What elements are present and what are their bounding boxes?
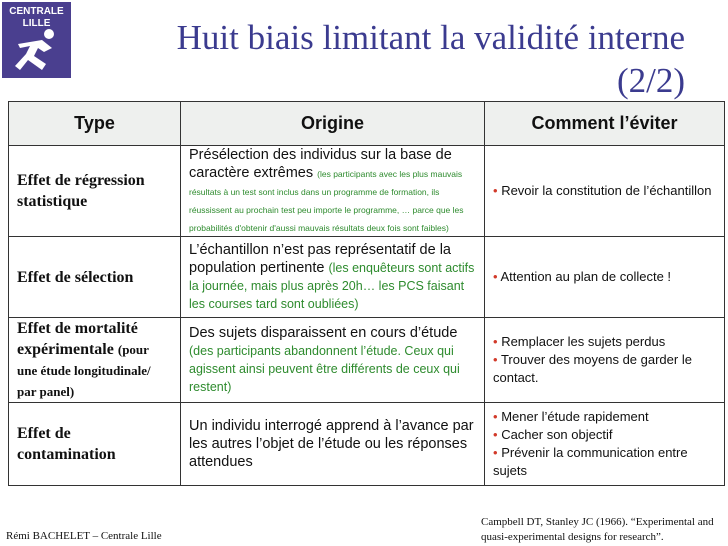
fix-cell [485, 237, 725, 318]
fix-item [493, 426, 716, 444]
origin-note: (les enquêteurs sont actifs la journée, mais plus après 20h… les PCS faisant les courses tard sont oubliées) [189, 261, 475, 311]
type-cell [9, 403, 181, 486]
fix-text: Remplacer les sujets perdus [501, 334, 666, 349]
title-line2: (2/2) [616, 61, 685, 100]
fix-text: Trouver des moyens de garder le contact. [493, 352, 692, 385]
type-cell [9, 146, 181, 237]
bullet-icon: • [493, 334, 498, 349]
runner-icon [12, 28, 62, 74]
fix-text: Attention au plan de collecte ! [500, 269, 672, 284]
fix-item [493, 268, 716, 286]
table-row [9, 318, 725, 403]
footer-citation: Campbell DT, Stanley JC (1966). “Experimental and quasi-experimental designs for research”. [481, 516, 714, 543]
table-row [9, 237, 725, 318]
type-text: Effet de régression statistique [17, 172, 145, 210]
fix-text: Revoir la constitution de l’échantillon [501, 183, 712, 198]
fix-item [493, 333, 716, 351]
header-origin: Origine [181, 102, 485, 146]
type-text: Effet de contamination [17, 425, 116, 463]
origin-note: (les participants avec les plus mauvais résultats à un test sont inclus dans un programme de formation, ils réussissent au prochain test peu importe le programme, … parce que les probabilités d'obtenir d'aussi mauvais résultats deux fois sont faibles) [189, 169, 464, 233]
table-row [9, 403, 725, 486]
fix-text: Cacher son objectif [501, 427, 613, 442]
bullet-icon: • [493, 445, 498, 460]
origin-text: Présélection des individus sur la base de caractère extrêmes [189, 147, 452, 181]
table-header-row [9, 102, 725, 146]
logo-line1: CENTRALE [9, 6, 64, 17]
origin-text: Un individu interrogé apprend à l’avance par les autres l’objet de l’étude ou les réponses attendues [189, 418, 474, 470]
origin-cell [181, 318, 485, 403]
title-line1: Huit biais limitant la validité interne [176, 18, 685, 57]
centrale-lille-logo [2, 2, 71, 78]
type-text: Effet de sélection [17, 268, 134, 286]
origin-note: (des participants abandonnent l’étude. Ceux qui agissent ainsi peuvent être différents de ceux qui restent) [189, 344, 460, 394]
page-title [120, 16, 685, 102]
bullet-icon: • [493, 409, 498, 424]
type-cell [9, 318, 181, 403]
origin-cell [181, 403, 485, 486]
type-text: Effet de mortalité expérimentale [17, 320, 138, 358]
table-row [9, 146, 725, 237]
fix-item [493, 351, 716, 387]
type-note: (pour une étude longitudinale/ par panel) [17, 342, 151, 399]
fix-cell [485, 403, 725, 486]
origin-text: Des sujets disparaissent en cours d’étude [189, 325, 458, 341]
logo-text [2, 6, 71, 30]
header-fix: Comment l’éviter [485, 102, 725, 146]
bullet-icon: • [493, 269, 498, 284]
bullet-icon: • [493, 183, 498, 198]
header-type: Type [9, 102, 181, 146]
type-cell [9, 237, 181, 318]
bullet-icon: • [493, 352, 498, 367]
origin-text: L’échantillon n’est pas représentatif de la population pertinente [189, 242, 451, 276]
origin-cell [181, 146, 485, 237]
origin-cell [181, 237, 485, 318]
fix-cell [485, 146, 725, 237]
fix-item [493, 182, 716, 200]
fix-item [493, 444, 716, 480]
fix-item [493, 408, 716, 426]
biases-table [8, 101, 725, 486]
fix-cell [485, 318, 725, 403]
fix-text: Prévenir la communication entre sujets [493, 445, 688, 478]
bullet-icon: • [493, 427, 498, 442]
fix-text: Mener l’étude rapidement [501, 409, 649, 424]
footer-author: Rémi BACHELET – Centrale Lille [6, 530, 162, 542]
logo-line2: LILLE [22, 18, 51, 29]
